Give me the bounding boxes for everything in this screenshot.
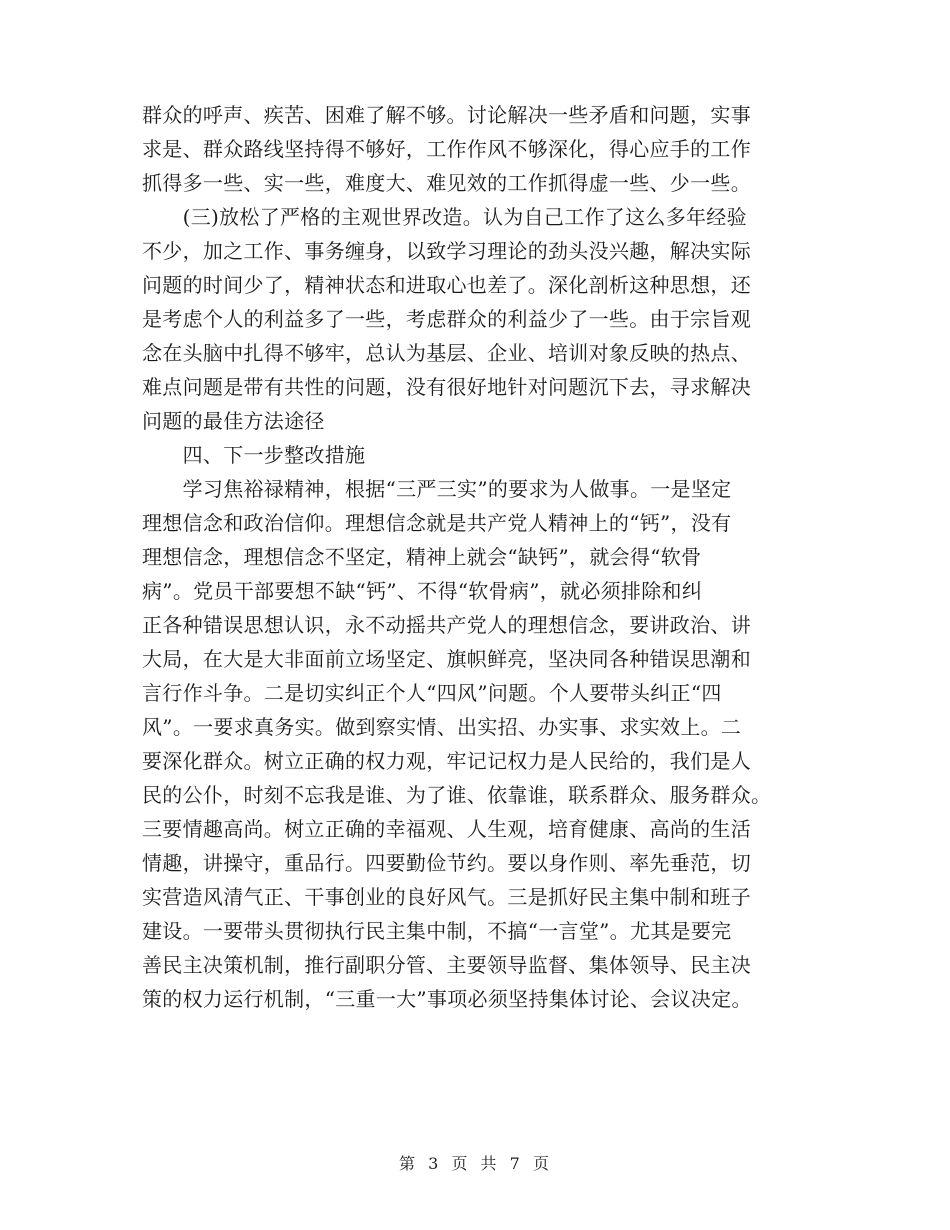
total-page-number: 7: [509, 1154, 522, 1173]
body-line: 建设。一要带头贯彻执行民主集中制，不搞“一言堂”。尤其是要完: [142, 919, 732, 943]
body-line: 抓得多一些、实一些，难度大、难见效的工作抓得虚一些、少一些。: [142, 171, 751, 195]
body-line: (三)放松了严格的主观世界改造。认为自己工作了这么多年经验: [142, 205, 747, 229]
body-line: 理想信念和政治信仰。理想信念就是共产党人精神上的“钙”，没有: [142, 511, 732, 535]
body-line: 三要情趣高尚。树立正确的幸福观、人生观，培育健康、高尚的生活: [142, 817, 751, 841]
body-line: 病”。党员干部要想不缺“钙”、不得“软骨病”，就必须排除和纠: [142, 579, 703, 603]
body-line: 求是、群众路线坚持得不够好，工作作风不够深化，得心应手的工作: [142, 137, 751, 161]
body-line: 学习焦裕禄精神，根据“三严三实”的要求为人做事。一是坚定: [142, 477, 732, 501]
body-line: 正各种错误思想认识，永不动摇共产党人的理想信念，要讲政治、讲: [142, 613, 751, 637]
body-line: 实营造风清气正、干事创业的良好风气。三是抓好民主集中制和班子: [142, 885, 751, 909]
body-line: 不少，加之工作、事务缠身，以致学习理论的劲头没兴趣，解决实际: [142, 239, 751, 263]
body-line: 善民主决策机制，推行副职分管、主要领导监督、集体领导、民主决: [142, 953, 751, 977]
body-line: 群众的呼声、疾苦、困难了解不够。讨论解决一些矛盾和问题，实事: [142, 103, 751, 127]
body-line: 问题的时间少了，精神状态和进取心也差了。深化剖析这种思想，还: [142, 273, 751, 297]
body-line: 情趣，讲操守，重品行。四要勤俭节约。要以身作则、率先垂范，切: [142, 851, 751, 875]
body-line: 策的权力运行机制，“三重一大”事项必须坚持集体讨论、会议决定。: [142, 987, 752, 1011]
body-line: 要深化群众。树立正确的权力观，牢记记权力是人民给的，我们是人: [142, 749, 751, 773]
current-page-number: 3: [428, 1154, 441, 1173]
page-label-suffix: 页: [532, 1154, 551, 1173]
body-line: 念在头脑中扎得不够牢，总认为基层、企业、培训对象反映的热点、: [142, 341, 751, 365]
total-label-prefix: 共: [480, 1154, 499, 1173]
page-footer: [0, 1151, 950, 1174]
body-line: 民的公仆，时刻不忘我是谁、为了谁、依靠谁，联系群众、服务群众。: [142, 783, 772, 807]
body-line: 难点问题是带有共性的问题，没有很好地针对问题沉下去，寻求解决: [142, 375, 751, 399]
document-body: [142, 98, 822, 1016]
body-line: 理想信念，理想信念不坚定，精神上就会“缺钙”，就会得“软骨: [142, 545, 702, 569]
page-label-prefix: 第: [399, 1154, 418, 1173]
body-line: 言行作斗争。二是切实纠正个人“四风”问题。个人要带头纠正“四: [142, 681, 722, 705]
body-line: 风”。一要求真务实。做到察实情、出实招、办实事、求实效上。二: [142, 715, 742, 739]
body-line: 是考虑个人的利益多了一些，考虑群众的利益少了一些。由于宗旨观: [142, 307, 751, 331]
body-line: 大局，在大是大非面前立场坚定、旗帜鲜亮，坚决同各种错误思潮和: [142, 647, 751, 671]
page-label-mid: 页: [451, 1154, 470, 1173]
body-line: 问题的最佳方法途径: [142, 409, 325, 433]
section-heading: 四、下一步整改措施: [142, 443, 366, 467]
